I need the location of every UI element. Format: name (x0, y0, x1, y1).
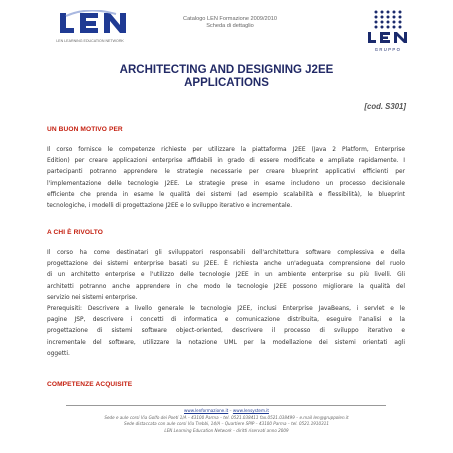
body-line: Edition) per creare applicazioni enterprise affidabili in grado di essere modificate e ampliate rapidamente. I (47, 158, 405, 165)
body-line: Il corso fornisce le competenze richieste per utilizzare la piattaforma J2EE (Java 2 Platform, Enterprise (47, 147, 405, 153)
body-line: oggetti. (47, 350, 70, 357)
section-body-destinatari (47, 248, 405, 360)
catalog-header (160, 16, 300, 30)
footer-link-separator: – (228, 408, 233, 413)
page-footer (40, 408, 413, 434)
body-line: partecipanti potranno apprendere le strategie necessarie per creare blueprint applicativi efficienti per (47, 169, 405, 176)
footer-link-lensystem[interactable]: www.lensystem.it (232, 408, 269, 413)
body-line: architetti potranno anche apprendere in che modo le tecnologie J2EE possono migliorare la qualità del (47, 283, 405, 290)
logo-left-tagline: LEN LEARNING EDUCATION NETWORK (56, 39, 124, 43)
course-title-line-2: APPLICATIONS (184, 77, 269, 89)
footer-link-lenformazione[interactable]: www.lenformazione.it (184, 408, 229, 413)
footer-links (40, 408, 413, 415)
body-line: Prerequisiti: Descrivere a livello generale le tecnologie J2EE, inclusi Enterprise JavaBeans, i servlet e le (47, 306, 405, 313)
body-line: servizio nei sistemi enterprise. (47, 294, 138, 301)
section-heading-competenze: COMPETENZE ACQUISITE (47, 381, 133, 388)
body-line: l'implementazione delle tecnologie J2EE. Le strategie prese in esame includono un processo decisionale (47, 180, 405, 187)
course-title-line-1: ARCHITECTING AND DESIGNING J2EE (119, 64, 334, 76)
footer-address-main: Sede e aule corsi Via Golfo dei Poeti 1/A – 43100 Parma – tel. 0521.038411 fax.0521.038499 – e.mail len@gruppolen.it (104, 414, 349, 420)
footer-copyright: LEN Learning Education Network – diritti riservati anno 2009 (164, 427, 289, 433)
section-heading-motivo: UN BUON MOTIVO PER (47, 126, 123, 133)
body-line: pagine JSP, descrivere i concetti di informatica e comunicazione distribuita, eseguire l'analisi e la (47, 317, 405, 324)
len-gruppo-logo-right (360, 8, 416, 54)
body-line: progettazione di sistemi software object-oriented, descrivere il processo di sviluppo iterativo e (47, 328, 405, 335)
body-line: incrementale del software, utilizzare la notazione UML per la modellazione dei sistemi orientati agli (47, 339, 405, 346)
body-line: Il corso ha come destinatari gli sviluppatori responsabili dell'architettura software complessiva e della (47, 250, 405, 256)
section-body-motivo (47, 145, 405, 212)
body-line: tecnologiche, i modelli di progettazione J2EE e lo sviluppo iterativo e incrementale. (47, 203, 293, 210)
footer-address-secondary: Sede distaccata con aule corsi Via Trebbi, 14/A – Quartiere SPIP – 43100 Parma – tel. 0521.1910311 (124, 421, 329, 427)
catalog-line-1: Catalogo LEN Formazione 2009/2010 (183, 16, 277, 22)
body-line: efficiente che prenda in esame le qualità dei sistemi (ad esempio scalabilità e flessibilità), le blueprint (47, 191, 405, 198)
footer-divider (66, 405, 386, 406)
course-title (60, 64, 393, 90)
body-line: di un architetto enterprise e l'utilizzo delle tecnologie J2EE in un ambiente enterprise su più livelli. Gli (47, 272, 405, 279)
len-logo-left (46, 10, 134, 48)
catalog-line-2: Scheda di dettaglio (206, 23, 254, 29)
logo-right-gruppo: GRUPPO (374, 47, 402, 52)
section-heading-destinatari: A CHI È RIVOLTO (47, 229, 103, 236)
body-line: progettazione dei sistemi enterprise basati su J2EE. È richiesta anche un'adeguata comprensione del ruolo (47, 261, 405, 268)
course-code: [cod. S301] (364, 102, 406, 111)
